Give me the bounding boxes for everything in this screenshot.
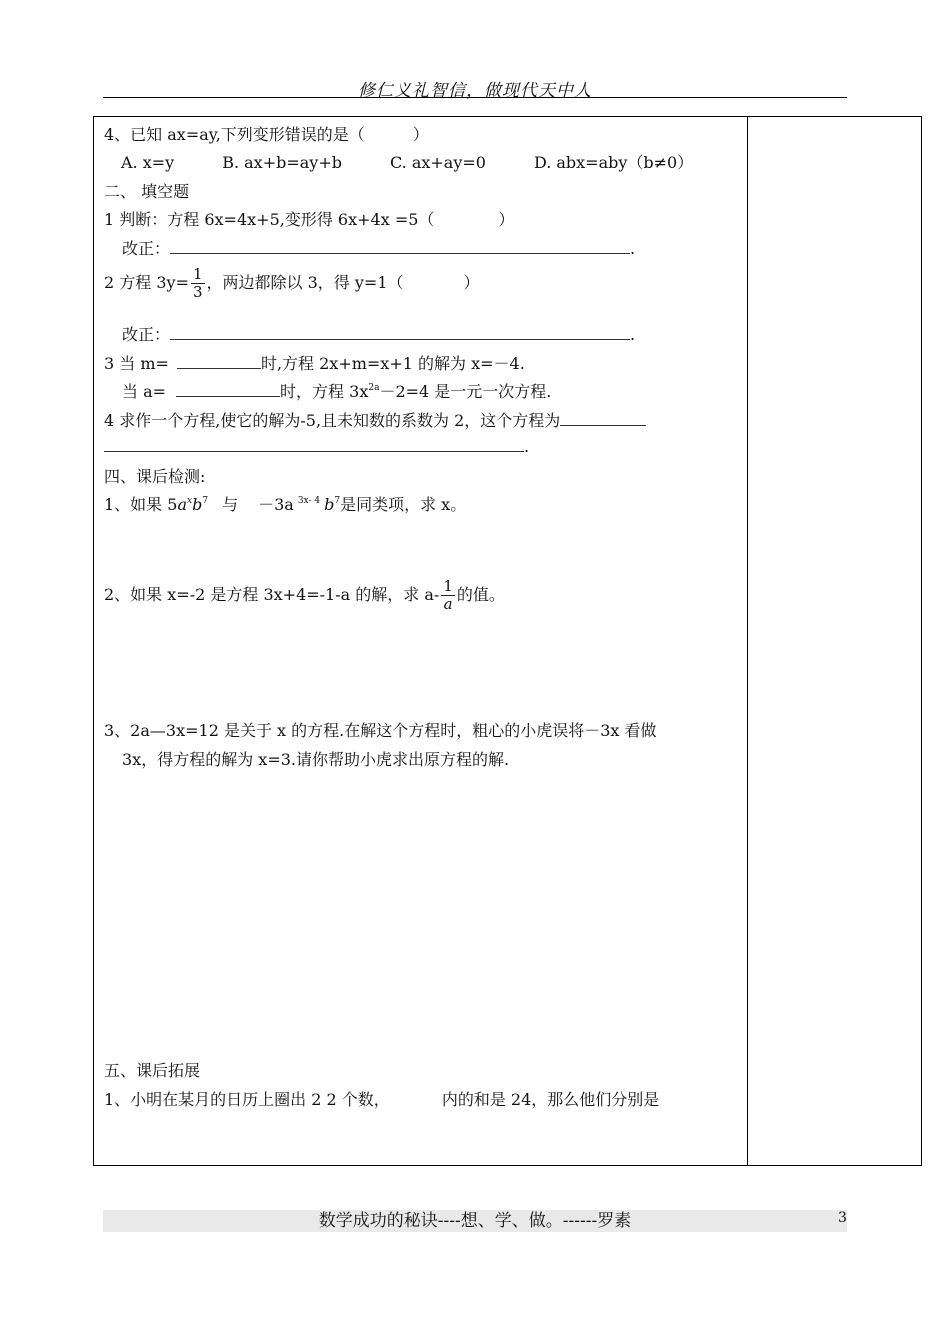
check-q2-suffix: 的值。	[456, 585, 505, 604]
fill-q3b	[122, 379, 551, 402]
header-motto: 修仁义礼智信，做现代天中人	[358, 81, 592, 101]
exponent: 2a	[368, 383, 380, 393]
correction-label: 改正：	[122, 239, 171, 258]
answer-blank[interactable]	[177, 354, 261, 369]
fill-q4-continued	[104, 437, 529, 456]
answer-blank[interactable]	[176, 382, 280, 397]
exponent: x	[187, 496, 193, 506]
fill-q2	[104, 266, 480, 301]
fill-q3a	[104, 351, 525, 374]
fill-q1-text: 1 判断：方程 6x=4x+5,变形得 6x+4x =5（	[104, 210, 435, 229]
check-section-title: 四、课后检测:	[104, 467, 206, 486]
period: .	[630, 239, 636, 258]
page-number: 3	[838, 1210, 847, 1226]
fill-section-title: 二、 填空题	[104, 182, 190, 201]
var-a: a	[177, 495, 187, 514]
fraction-one-over-a: $\frac{1}{a}$	[443, 577, 453, 613]
extend-q1	[104, 1087, 659, 1110]
word-with: 与	[222, 495, 239, 514]
check-q2	[104, 578, 505, 613]
exponent: 7	[334, 496, 341, 506]
check-q2-prefix: 2、如果 x=-2 是方程 3x+4=-1-a 的解，求 a-	[104, 585, 440, 604]
check-q1-prefix: 1、如果 5	[104, 495, 178, 514]
fill-q2-suffix: ，两边都除以 3，得 y=1（	[206, 273, 404, 292]
var-b: b	[324, 495, 335, 514]
check-q3-line2: 3x，得方程的解为 x=3.请你帮助小虎求出原方程的解.	[122, 750, 510, 769]
table-column-divider	[747, 117, 748, 1165]
footer-quote: 数学成功的秘诀----想、学、做。------罗素	[318, 1211, 632, 1231]
extend-section-title: 五、课后拓展	[104, 1061, 201, 1080]
check-q3-line1: 3、2a—3x=12 是关于 x 的方程.在解这个方程时，粗心的小虎误将－3x 看做	[104, 721, 657, 740]
answer-blank[interactable]	[170, 239, 630, 254]
extend-q1-part2: 内的和是 24，那么他们分别是	[441, 1090, 660, 1109]
answer-blank[interactable]	[560, 411, 646, 426]
fill-q3b-mid: 时，方程 3x	[280, 382, 369, 401]
fill-q1-correction	[122, 236, 635, 259]
exponent: 7	[202, 496, 209, 506]
check-q1-suffix: 是同类项，求 x。	[340, 495, 467, 514]
fill-q1	[104, 207, 514, 230]
check-q1	[104, 492, 466, 515]
exponent: 3x- 4	[297, 496, 321, 506]
fill-q3a-suffix: 时,方程 2x+m=x+1 的解为 x=－4.	[260, 354, 525, 373]
fill-q1-close: ）	[498, 210, 515, 229]
fill-q4-text: 4 求作一个方程,使它的解为-5,且未知数的系数为 2，这个方程为	[104, 411, 561, 430]
fill-q3b-suffix: －2=4 是一元一次方程.	[379, 382, 552, 401]
fill-q2-correction	[122, 322, 635, 345]
fraction-one-third: $\frac{1}{3}$	[192, 265, 203, 301]
fill-q3b-prefix: 当 a=	[122, 382, 167, 401]
fill-q3a-prefix: 3 当 m=	[104, 354, 169, 373]
answer-blank[interactable]	[170, 325, 630, 340]
fill-q4	[104, 408, 646, 431]
correction-label: 改正：	[122, 325, 171, 344]
fill-q2-prefix: 2 方程 3y=	[104, 273, 189, 292]
term-neg-3a: －3a	[258, 495, 294, 514]
q4-stem: 4、已知 ax=ay,下列变形错误的是（ ）	[104, 125, 429, 144]
answer-blank[interactable]	[104, 437, 524, 452]
period: .	[630, 325, 636, 344]
var-b: b	[192, 495, 203, 514]
header-divider	[103, 97, 847, 98]
fill-q2-close: ）	[463, 273, 480, 292]
extend-q1-part1: 1、小明在某月的日历上圈出 2 2 个数，	[104, 1090, 390, 1109]
period: .	[524, 437, 530, 456]
q4-options: A. x=y B. ax+b=ay+b C. ax+ay=0 D. abx=aby（b≠0）	[121, 153, 694, 172]
